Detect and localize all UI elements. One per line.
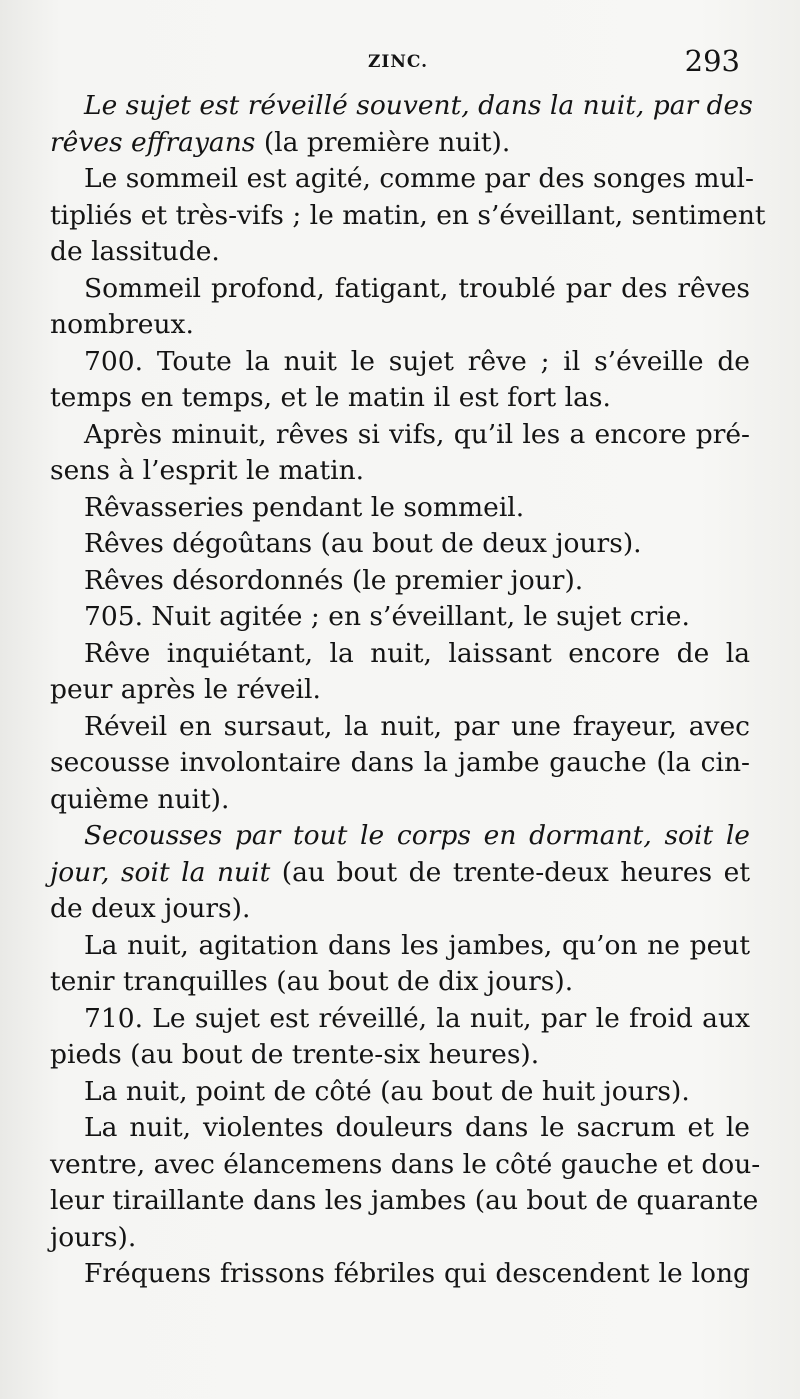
page-header [0,40,800,80]
text-line: sens à l’esprit le matin. [50,455,365,486]
text-line: tipliés et très-vifs ; le matin, en s’éveillant, sentiment [50,199,766,231]
text-line: secousse involontaire dans la jambe gauche (la cin- [50,747,750,778]
text-line: de lassitude. [50,236,220,267]
text-line: 705. Nuit agitée ; en s’éveillant, le sujet crie. [84,601,690,632]
text-line: Sommeil profond, fatigant, troublé par des rêves [84,272,750,304]
text-line: Rêve inquiétant, la nuit, laissant encore de la [84,637,750,669]
text-line: Rêvasseries pendant le sommeil. [84,491,525,523]
text-line: 710. Le sujet est réveillé, la nuit, par le froid aux [84,1002,750,1034]
text-line: jour, soit la nuit (au bout de trente-deux heures et [50,856,750,888]
text-line: nombreux. [50,309,194,340]
text-line: La nuit, agitation dans les jambes, qu’on ne peut [84,929,750,961]
text-line: 700. Toute la nuit le sujet rêve ; il s’éveille de [84,345,750,377]
text-line: temps en temps, et le matin il est fort las. [50,382,611,413]
text-line: tenir tranquilles (au bout de dix jours). [50,966,574,997]
text-line: Le sommeil est agité, comme par des songes mul- [84,163,754,194]
text-line: Réveil en sursaut, la nuit, par une frayeur, avec [84,710,750,742]
text-line: Fréquens frissons fébriles qui descendent le long [84,1258,750,1289]
text-line: ventre, avec élancemens dans le côté gauche et dou- [50,1148,761,1180]
text-line: leur tiraillante dans les jambes (au bout de quarante [50,1185,759,1216]
text-line: pieds (au bout de trente-six heures). [50,1039,540,1070]
text-line: rêves effrayans (la première nuit). [50,126,511,158]
body-text [50,88,766,1293]
page-number: 293 [684,44,740,78]
text-line: de deux jours). [50,893,251,924]
text-line: Après minuit, rêves si vifs, qu’il les a encore pré- [84,418,750,450]
text-line: Le sujet est réveillé souvent, dans la nuit, par des [84,90,753,121]
running-title: ZINC. [368,52,429,72]
text-line: La nuit, violentes douleurs dans le sacrum et le [84,1112,750,1143]
text-line: peur après le réveil. [50,674,321,705]
text-line: quième nuit). [50,783,230,815]
text-line: La nuit, point de côté (au bout de huit jours). [84,1075,690,1107]
text-line: Rêves désordonnés (le premier jour). [84,564,584,596]
text-line: Rêves dégoûtans (au bout de deux jours). [84,528,642,559]
text-line: jours). [50,1221,137,1253]
text-line: Secousses par tout le corps en dormant, soit le [84,820,750,851]
